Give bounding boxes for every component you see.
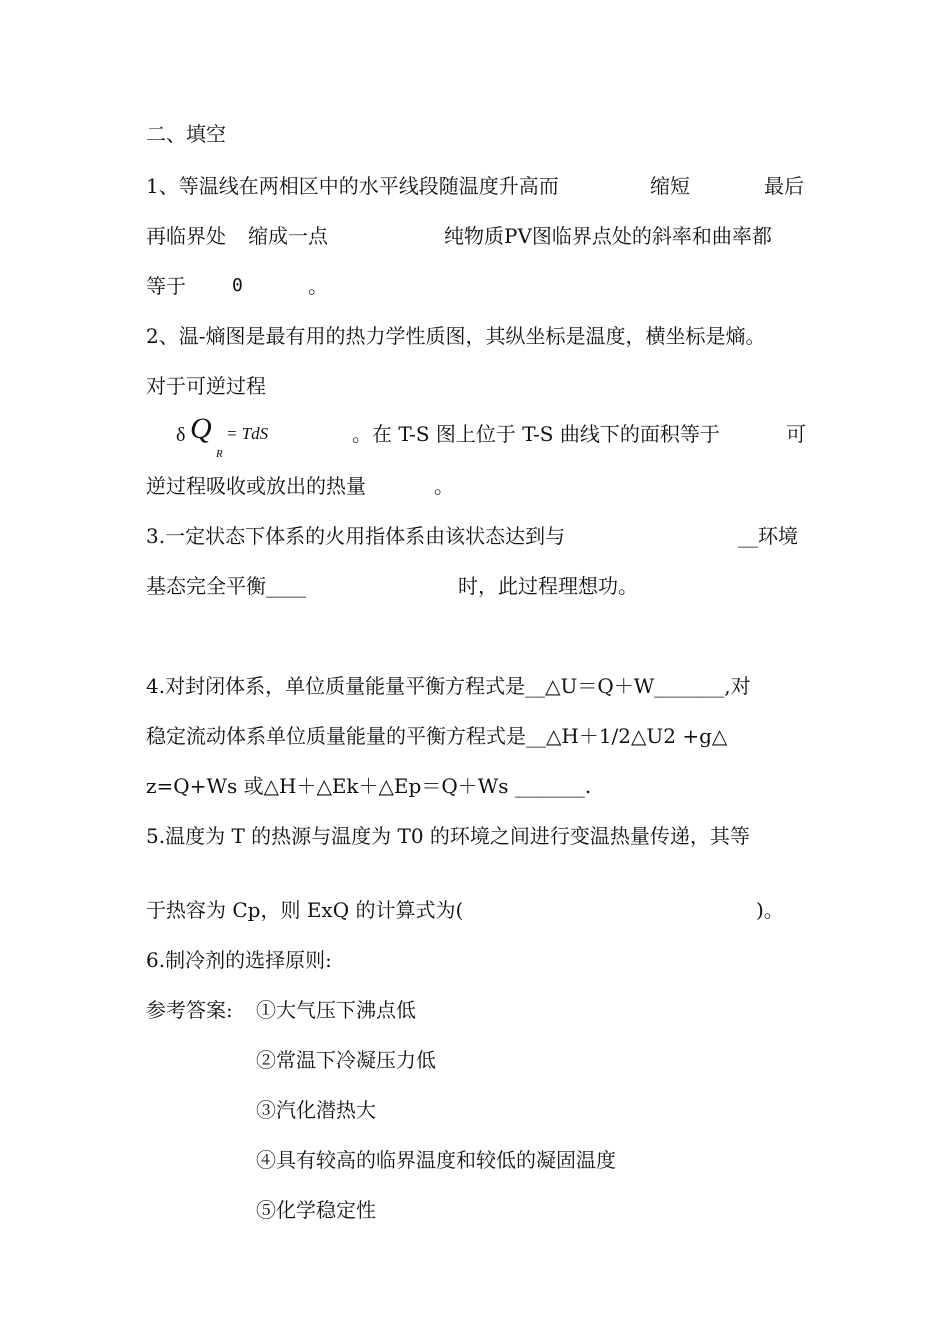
q2-text-a: 。在 T-S 图上位于 T-S 曲线下的面积等于 xyxy=(352,422,720,446)
q5-text-b: )。 xyxy=(756,898,784,922)
q1-text-a: 1、等温线在两相区中的水平线段随温度升高而 xyxy=(146,174,559,198)
q6-answer-item: ①大气压下沸点低 xyxy=(256,998,416,1022)
q1-text-f: 。 xyxy=(308,274,328,298)
q2-line-1: 2、温-熵图是最有用的热力学性质图，其纵坐标是温度，横坐标是熵。 xyxy=(146,324,766,348)
q2-text-b: 可 xyxy=(786,422,806,446)
q2-line-2: 对于可逆过程 xyxy=(146,374,266,398)
q1-answer-3: 0 xyxy=(232,275,243,296)
q1-text-b: 最后 xyxy=(764,174,804,198)
q4-line-3: z=Q+Ws 或△H＋△Ek＋△Ep＝Q＋Ws _______. xyxy=(146,774,592,798)
formula-subscript: R xyxy=(216,448,223,460)
q3-line-2 xyxy=(146,572,810,684)
section-title: 二、填空 xyxy=(146,122,226,146)
q6-answer-item: ②常温下冷凝压力低 xyxy=(256,1048,436,1072)
formula-delta: δ xyxy=(176,424,186,446)
q5-text-a: 于热容为 Cp，则 ExQ 的计算式为( xyxy=(146,898,464,922)
q3-text-b: __环境 xyxy=(738,524,798,548)
q3-text-a: 3.一定状态下体系的火用指体系由该状态达到与 xyxy=(146,524,566,548)
q2-text-c: 逆过程吸收或放出的热量 xyxy=(146,474,366,498)
q6-answer-label: 参考答案: xyxy=(146,998,233,1022)
q3-text-d: 时，此过程理想功。 xyxy=(458,574,638,598)
q5-line-1: 5.温度为 T 的热源与温度为 T0 的环境之间进行变温热量传递，其等 xyxy=(146,824,750,848)
q3-text-c: 基态完全平衡____ xyxy=(146,574,306,598)
q4-line-1: 4.对封闭体系，单位质量能量平衡方程式是__△U＝Q＋W_______,对 xyxy=(146,674,751,698)
q4-line-2: 稳定流动体系单位质量能量的平衡方程式是__△H＋1/2△U2 +g△ xyxy=(146,724,728,748)
q1-text-e: 等于 xyxy=(146,274,186,298)
formula-rhs: = TdS xyxy=(226,424,269,443)
formula-q: Q xyxy=(190,412,212,445)
q1-answer-1: 缩短 xyxy=(650,174,690,198)
q6-answer-item: ③汽化潜热大 xyxy=(256,1098,376,1122)
q1-text-d: 纯物质PV图临界点处的斜率和曲率都 xyxy=(444,224,772,248)
q6-title: 6.制冷剂的选择原则: xyxy=(146,948,332,972)
q1-text-c: 再临界处 xyxy=(146,224,226,248)
q6-answer-item: ⑤化学稳定性 xyxy=(256,1198,376,1222)
q1-answer-2: 缩成一点 xyxy=(248,224,328,248)
q6-answer-item: ④具有较高的临界温度和较低的凝固温度 xyxy=(256,1148,616,1172)
q2-text-d: 。 xyxy=(434,474,454,498)
